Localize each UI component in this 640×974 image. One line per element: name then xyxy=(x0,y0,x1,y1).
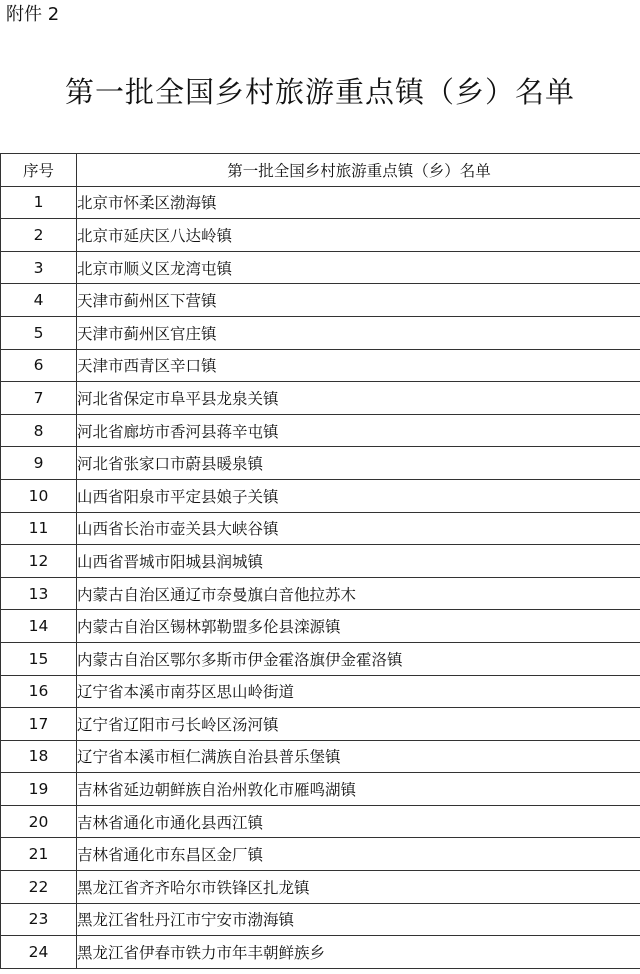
town-name: 黑龙江省牡丹江市宁安市渤海镇 xyxy=(77,903,640,936)
row-number: 24 xyxy=(1,936,77,969)
header-row xyxy=(1,154,640,187)
town-name: 内蒙古自治区锡林郭勒盟多伦县滦源镇 xyxy=(77,610,640,643)
table-row xyxy=(1,447,640,480)
table-row xyxy=(1,642,640,675)
table-row xyxy=(1,675,640,708)
row-number: 8 xyxy=(1,414,77,447)
row-number: 20 xyxy=(1,805,77,838)
town-name: 北京市延庆区八达岭镇 xyxy=(77,219,640,252)
town-name: 河北省张家口市蔚县暖泉镇 xyxy=(77,447,640,480)
town-name: 黑龙江省伊春市铁力市年丰朝鲜族乡 xyxy=(77,936,640,969)
row-number: 3 xyxy=(1,251,77,284)
table-row xyxy=(1,512,640,545)
table-row xyxy=(1,805,640,838)
table-header xyxy=(1,154,640,187)
town-name: 辽宁省本溪市南芬区思山岭街道 xyxy=(77,675,640,708)
table-row xyxy=(1,838,640,871)
table-row xyxy=(1,773,640,806)
row-number: 6 xyxy=(1,349,77,382)
town-name: 内蒙古自治区鄂尔多斯市伊金霍洛旗伊金霍洛镇 xyxy=(77,642,640,675)
row-number: 9 xyxy=(1,447,77,480)
town-name: 山西省阳泉市平定县娘子关镇 xyxy=(77,479,640,512)
town-name: 山西省晋城市阳城县润城镇 xyxy=(77,545,640,578)
row-number: 17 xyxy=(1,708,77,741)
town-name: 北京市怀柔区渤海镇 xyxy=(77,186,640,219)
town-name: 吉林省延边朝鲜族自治州敦化市雁鸣湖镇 xyxy=(77,773,640,806)
town-name: 黑龙江省齐齐哈尔市铁锋区扎龙镇 xyxy=(77,871,640,904)
town-name: 天津市蓟州区官庄镇 xyxy=(77,316,640,349)
table-row xyxy=(1,186,640,219)
towns-table xyxy=(0,153,640,969)
table-row xyxy=(1,349,640,382)
table-row xyxy=(1,577,640,610)
row-number: 12 xyxy=(1,545,77,578)
town-name: 吉林省通化市东昌区金厂镇 xyxy=(77,838,640,871)
row-number: 18 xyxy=(1,740,77,773)
table-row xyxy=(1,251,640,284)
town-name: 河北省保定市阜平县龙泉关镇 xyxy=(77,382,640,415)
town-name: 北京市顺义区龙湾屯镇 xyxy=(77,251,640,284)
column-header-name: 第一批全国乡村旅游重点镇（乡）名单 xyxy=(77,154,640,187)
table-row xyxy=(1,708,640,741)
row-number: 19 xyxy=(1,773,77,806)
town-name: 河北省廊坊市香河县蒋辛屯镇 xyxy=(77,414,640,447)
column-header-number: 序号 xyxy=(1,154,77,187)
table-row xyxy=(1,936,640,969)
row-number: 1 xyxy=(1,186,77,219)
row-number: 21 xyxy=(1,838,77,871)
row-number: 16 xyxy=(1,675,77,708)
table-row xyxy=(1,545,640,578)
table-row xyxy=(1,479,640,512)
town-name: 辽宁省辽阳市弓长岭区汤河镇 xyxy=(77,708,640,741)
table-row xyxy=(1,414,640,447)
row-number: 7 xyxy=(1,382,77,415)
attachment-label: 附件 2 xyxy=(6,4,60,25)
document-title: 第一批全国乡村旅游重点镇（乡）名单 xyxy=(64,75,575,109)
row-number: 23 xyxy=(1,903,77,936)
town-name: 内蒙古自治区通辽市奈曼旗白音他拉苏木 xyxy=(77,577,640,610)
town-name: 吉林省通化市通化县西江镇 xyxy=(77,805,640,838)
row-number: 13 xyxy=(1,577,77,610)
table-row xyxy=(1,316,640,349)
row-number: 2 xyxy=(1,219,77,252)
row-number: 10 xyxy=(1,479,77,512)
table-body xyxy=(1,186,640,968)
row-number: 14 xyxy=(1,610,77,643)
row-number: 11 xyxy=(1,512,77,545)
row-number: 5 xyxy=(1,316,77,349)
town-name: 辽宁省本溪市桓仁满族自治县普乐堡镇 xyxy=(77,740,640,773)
row-number: 15 xyxy=(1,642,77,675)
table-row xyxy=(1,284,640,317)
table-row xyxy=(1,219,640,252)
row-number: 22 xyxy=(1,871,77,904)
table-row xyxy=(1,903,640,936)
town-name: 天津市西青区辛口镇 xyxy=(77,349,640,382)
table-row xyxy=(1,382,640,415)
row-number: 4 xyxy=(1,284,77,317)
town-name: 山西省长治市壶关县大峡谷镇 xyxy=(77,512,640,545)
table-row xyxy=(1,740,640,773)
table-row xyxy=(1,871,640,904)
town-name: 天津市蓟州区下营镇 xyxy=(77,284,640,317)
table-row xyxy=(1,610,640,643)
